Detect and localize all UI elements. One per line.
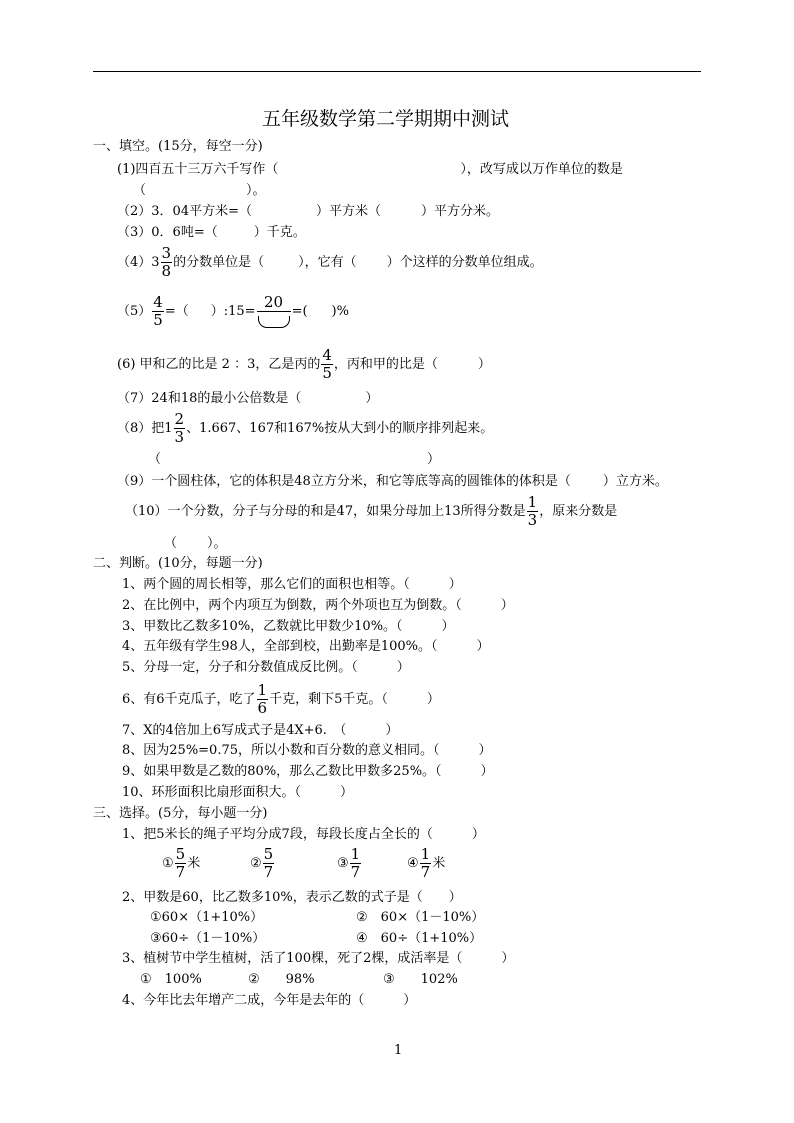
section2-heading: 二、判断。(10分，每题一分) [93, 556, 263, 571]
judge-item-5: 5、分母一定，分子和分数值成反比例。（ ） [122, 660, 410, 675]
question-1-5: （5） $\frac{4}{5}$ =（ ）:15= 20 =( )% [117, 293, 349, 329]
judge-item-9: 9、如果甲数是乙数的80%，那么乙数比甲数多25%。（ ） [122, 764, 494, 779]
fraction-3-8: $\frac{3}{8}$ [161, 244, 172, 280]
choice-1-option-3: ③ $\frac{1}{7}$ [337, 845, 361, 881]
fraction-20-blank: 20 [257, 295, 291, 328]
question-1-8: （8）把1 $\frac{2}{3}$ 、1.667、167和167%按从大到小的顺序排列起来。 [117, 410, 494, 446]
judge-item-3: 3、甲数比乙数多10%，乙数就比甲数少10%。（ ） [122, 619, 455, 634]
judge-item-2: 2、在比例中，两个内项互为倒数，两个外项也互为倒数。（ ） [122, 598, 514, 613]
fraction-1-3: $\frac{1}{3}$ [527, 493, 538, 529]
question-1-9: （9）一个圆柱体，它的体积是48立方分米，和它等底等高的圆锥体的体积是（ ）立方米。 [117, 474, 668, 489]
choice-2-option-1: ①60×（1+10%） [150, 910, 264, 925]
question-1-7: （7）24和18的最小公倍数是（ ） [117, 391, 379, 406]
judge-item-10: 10、环形面积比扇形面积大。（ ） [122, 785, 354, 800]
judge-item-1: 1、两个圆的周长相等，那么它们的面积也相等。（ ） [122, 577, 462, 592]
question-1-10: （10）一个分数，分子与分母的和是47，如果分母加上13所得分数是 $\frac{1}{3}$ ，原来分数是 [125, 493, 618, 529]
fraction-4-5: $\frac{4}{5}$ [153, 293, 163, 329]
judge-item-4: 4、五年级有学生98人，全部到校，出勤率是100%。（ ） [122, 639, 490, 654]
question-1-1-blank: （ ）。 [133, 183, 266, 198]
choice-1-option-2: ② $\frac{5}{7}$ [250, 845, 274, 881]
choice-2-option-4: ④ 60÷（1+10%） [356, 931, 483, 946]
choice-1-option-1: ① $\frac{5}{7}$ 米 [162, 845, 201, 881]
question-1-3: （3）0．6吨=（ ）千克。 [117, 225, 306, 240]
question-1-1: (1)四百五十三万六千写作（ ），改写成以万作单位的数是 [117, 162, 623, 177]
fraction-2-3: $\frac{2}{3}$ [174, 410, 185, 446]
choice-question-4: 4、今年比去年增产二成，今年是去年的（ ） [122, 993, 417, 1008]
question-1-10-blank: （ ）。 [164, 536, 227, 551]
judge-item-8: 8、因为25%=0.75，所以小数和百分数的意义相同。（ ） [122, 743, 492, 758]
page-title: 五年级数学第二学期期中测试 [262, 108, 510, 130]
question-1-2: （2）3．04平方米=（ ）平方米（ ）平方分米。 [117, 204, 500, 219]
choice-3-option-1: ① 100% [140, 972, 202, 987]
header-rule [93, 71, 701, 72]
choice-2-option-3: ③60÷（1－10%） [150, 931, 266, 946]
choice-question-3: 3、植树节中学生植树，活了100棵，死了2棵，成活率是（ ） [122, 951, 515, 966]
choice-1-option-4: ④ $\frac{1}{7}$ 米 [407, 845, 446, 881]
fraction-1-6: $\frac{1}{6}$ [257, 681, 268, 717]
question-1-4: （4）3 $\frac{3}{8}$ 的分数单位是（ ），它有（ ）个这样的分数单位组成。 [117, 244, 543, 280]
choice-2-option-2: ② 60×（1－10%） [356, 910, 485, 925]
question-1-8-blank: （ ） [148, 452, 441, 467]
question-1-6: (6) 甲和乙的比是 2 ：3，乙是丙的 $\frac{4}{5}$ ，丙和甲的比是（ ） [117, 346, 491, 382]
judge-item-6: 6、有6千克瓜子，吃了 $\frac{1}{6}$ 千克，剩下5千克。（ ） [122, 681, 440, 717]
section3-heading: 三、选择。(5分，每小题一分) [93, 806, 268, 821]
choice-3-option-3: ③ 102% [383, 972, 458, 987]
section1-heading: 一、填空。(15分，每空一分) [93, 139, 263, 154]
page-number: 1 [394, 1043, 403, 1058]
choice-question-2: 2、甲数是60，比乙数多10%，表示乙数的式子是（ ） [122, 890, 462, 905]
fraction-4-5-b: $\frac{4}{5}$ [322, 346, 332, 382]
judge-item-7: 7、X的4倍加上6写成式子是4X+6. （ ） [122, 723, 399, 738]
choice-question-1: 1、把5米长的绳子平均分成7段，每段长度占全长的（ ） [122, 827, 485, 842]
choice-3-option-2: ② 98% [248, 972, 315, 987]
